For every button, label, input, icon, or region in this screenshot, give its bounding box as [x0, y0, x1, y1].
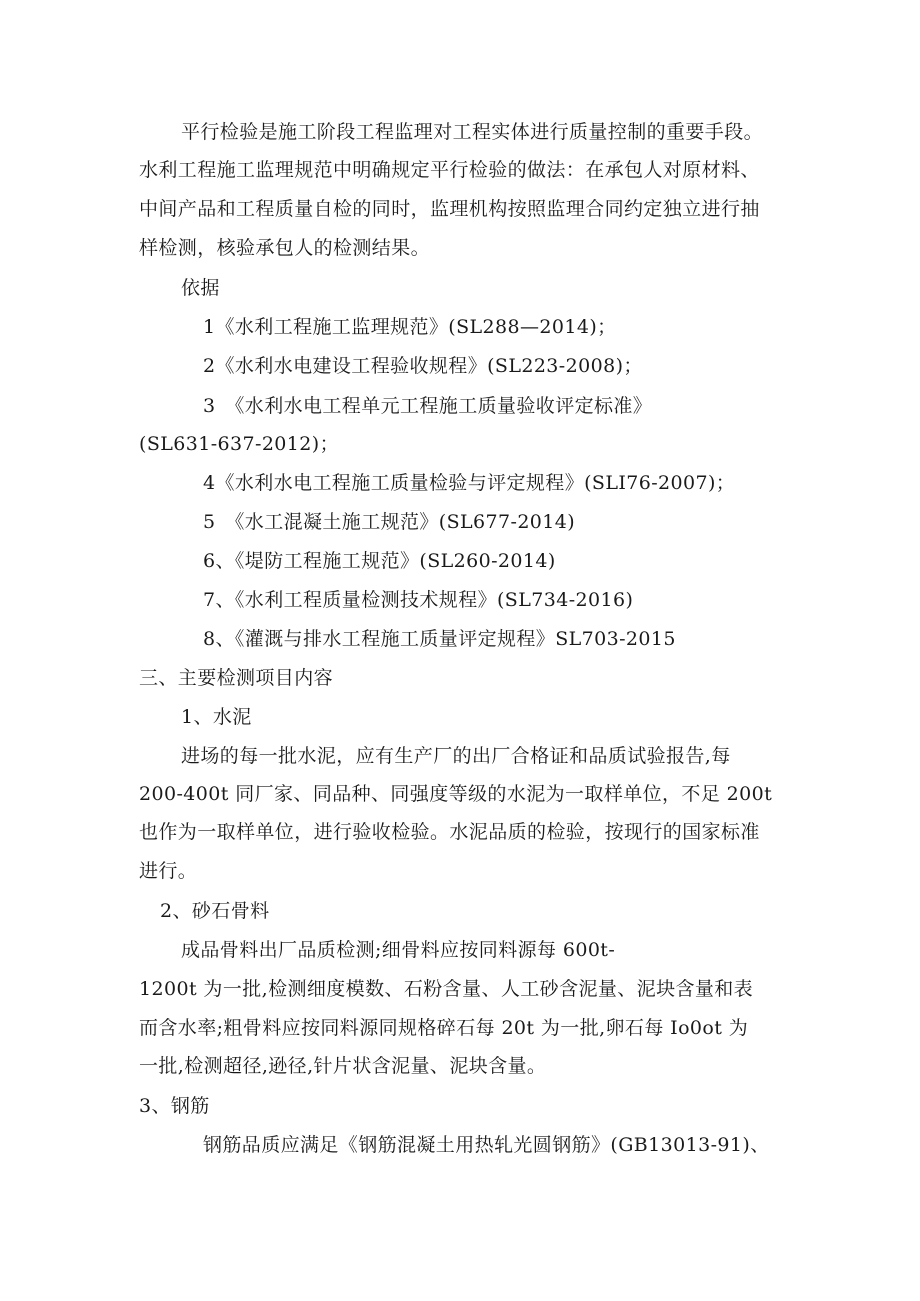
basis-item-7: 7、《水利工程质量检测技术规程》(SL734-2016) — [203, 589, 634, 611]
rebar-line-1: 钢筋品质应满足《钢筋混凝土用热轧光圆钢筋》(GB13013-91)、 — [203, 1134, 770, 1156]
basis-item-4: 4《水利水电工程施工质量检验与评定规程》(SLI76-2007)； — [203, 472, 736, 494]
aggregate-line-1: 成品骨料出厂品质检测;细骨料应按同料源每 600t- — [181, 939, 616, 961]
intro-line-1: 平行检验是施工阶段工程监理对工程实体进行质量控制的重要手段。 — [181, 121, 764, 143]
intro-line-3: 中间产品和工程质量自检的同时，监理机构按照监理合同约定独立进行抽 — [139, 198, 760, 220]
rebar-heading: 3、钢筋 — [139, 1095, 210, 1117]
basis-item-6: 6、《堤防工程施工规范》(SL260-2014) — [203, 550, 556, 572]
aggregate-heading: 2、砂石骨料 — [160, 900, 270, 922]
intro-line-4: 样检测，核验承包人的检测结果。 — [139, 237, 431, 259]
basis-item-1: 1《水利工程施工监理规范》(SL288—2014)； — [203, 316, 617, 338]
basis-heading: 依据 — [181, 277, 220, 299]
basis-item-3-cont: (SL631-637-2012)； — [139, 433, 339, 455]
aggregate-line-4: 一批,检测超径,逊径,针片状含泥量、泥块含量。 — [139, 1055, 547, 1077]
section3-heading: 三、主要检测项目内容 — [139, 667, 334, 689]
cement-line-2: 200-400t 同厂家、同品种、同强度等级的水泥为一取样单位，不足 200t — [139, 783, 773, 805]
basis-item-8: 8、《灌溉与排水工程施工质量评定规程》SL703-2015 — [203, 628, 676, 650]
cement-heading: 1、水泥 — [181, 706, 252, 728]
basis-item-5: 5 《水工混凝土施工规范》(SL677-2014) — [203, 511, 576, 533]
aggregate-line-2: 1200t 为一批,检测细度模数、石粉含量、人工砂含泥量、泥块含量和表 — [139, 978, 754, 1000]
aggregate-line-3: 而含水率;粗骨料应按同料源同规格碎石每 20t 为一批,卵石每 Io0ot 为 — [139, 1017, 749, 1039]
basis-item-2: 2《水利水电建设工程验收规程》(SL223-2008)； — [203, 355, 643, 377]
cement-line-1: 进场的每一批水泥，应有生产厂的出厂合格证和品质试验报告,每 — [181, 745, 731, 767]
cement-line-4: 进行。 — [139, 860, 198, 882]
intro-line-2: 水利工程施工监理规范中明确规定平行检验的做法：在承包人对原材料、 — [139, 159, 760, 181]
cement-line-3: 也作为一取样单位，进行验收检验。水泥品质的检验，按现行的国家标准 — [139, 821, 760, 843]
basis-item-3: 3 《水利水电工程单元工程施工质量验收评定标准》 — [203, 395, 653, 417]
